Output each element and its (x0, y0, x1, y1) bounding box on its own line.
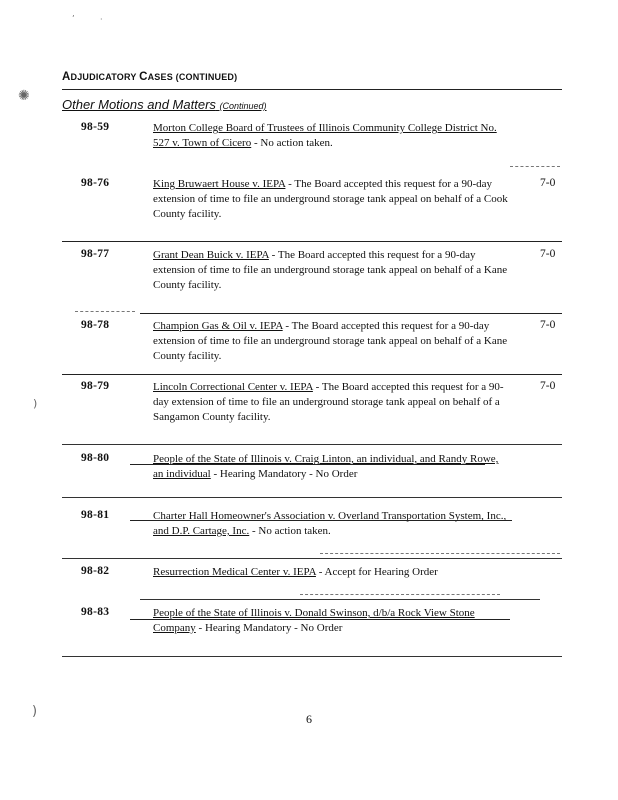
scan-speck-mark: · (100, 15, 103, 24)
divider-line (300, 594, 500, 595)
case-action: - The Board accepted this request for a 90-day extension of time to file an underground storage tank appeal on behalf of a Cook County facility. (153, 178, 508, 220)
case-number: 98-77 (81, 248, 110, 260)
divider-line (140, 313, 562, 314)
divider-line (62, 558, 562, 559)
margin-mark: ) (32, 704, 38, 719)
subsection-heading: Other Motions and Matters (Continued) (62, 97, 267, 112)
case-action: - No action taken. (249, 525, 331, 537)
case-title: People of the State of Illinois v. Donald Swinson, d/b/a Rock View Stone Company (153, 607, 475, 634)
case-action: - Accept for Hearing Order (315, 566, 438, 578)
case-action: - Hearing Mandatory - No Order (195, 622, 343, 634)
case-vote: 7-0 (540, 177, 556, 189)
case-number: 98-59 (81, 121, 110, 133)
case-action: - The Board accepted this request for a 90-day extension of time to file an underground storage tank appeal on behalf of a Sangamon County facility. (153, 381, 504, 423)
case-description (153, 121, 508, 151)
case-number: 98-81 (81, 509, 110, 521)
case-vote: 7-0 (540, 319, 556, 331)
case-number: 98-76 (81, 177, 110, 189)
case-title: Resurrection Medical Center v. IEPA (153, 566, 316, 578)
case-number: 98-79 (81, 380, 110, 392)
case-description (153, 452, 508, 482)
case-vote: 7-0 (540, 380, 556, 392)
divider-line (75, 311, 135, 312)
scan-speck-mark: ʼ (72, 14, 75, 23)
case-action: - The Board accepted this request for a 90-day extension of time to file an underground storage tank appeal on behalf of a Kane County facility. (153, 320, 508, 362)
case-number: 98-82 (81, 565, 110, 577)
case-title: People of the State of Illinois v. Craig Linton, an individual, and Randy Rowe, an individual (153, 453, 499, 480)
page-number: 6 (306, 712, 312, 726)
divider-line (62, 444, 562, 445)
case-action: - The Board accepted this request for a 90-day extension of time to file an underground storage tank appeal on behalf of a Kane County facility. (153, 249, 508, 291)
divider-line (140, 599, 540, 600)
case-title: King Bruwaert House v. IEPA (153, 178, 286, 190)
margin-mark: ) (33, 397, 38, 410)
case-title: Charter Hall Homeowner's Association v. Overland Transportation System, Inc., and D.P. Cartage, Inc. (153, 510, 507, 537)
heading-rule (62, 89, 562, 90)
case-vote: 7-0 (540, 248, 556, 260)
divider-line (130, 619, 510, 620)
case-title: Grant Dean Buick v. IEPA (153, 249, 269, 261)
divider-line (130, 520, 512, 521)
divider-line (320, 553, 560, 554)
case-action: - Hearing Mandatory - No Order (210, 468, 358, 480)
case-number: 98-83 (81, 606, 110, 618)
divider-line (62, 497, 562, 498)
case-description (153, 380, 508, 425)
case-number: 98-78 (81, 319, 110, 331)
divider-line (62, 656, 562, 657)
case-description (153, 248, 508, 293)
divider-line (510, 166, 560, 167)
case-action: - No action taken. (251, 137, 333, 149)
case-description (153, 509, 508, 539)
case-number: 98-80 (81, 452, 110, 464)
divider-line (62, 241, 562, 242)
case-description (153, 565, 508, 580)
case-title: Morton College Board of Trustees of Illinois Community College District No. 527 v. Town of Cicero (153, 122, 497, 149)
case-title: Lincoln Correctional Center v. IEPA (153, 381, 313, 393)
section-heading: ADJUDICATORY CASES (CONTINUED) (62, 71, 238, 83)
hole-punch-smudge-icon: ✺ (18, 88, 30, 104)
case-description (153, 606, 508, 636)
divider-line (130, 464, 485, 465)
case-title: Champion Gas & Oil v. IEPA (153, 320, 283, 332)
divider-line (62, 374, 562, 375)
case-description (153, 319, 508, 364)
case-description (153, 177, 508, 222)
